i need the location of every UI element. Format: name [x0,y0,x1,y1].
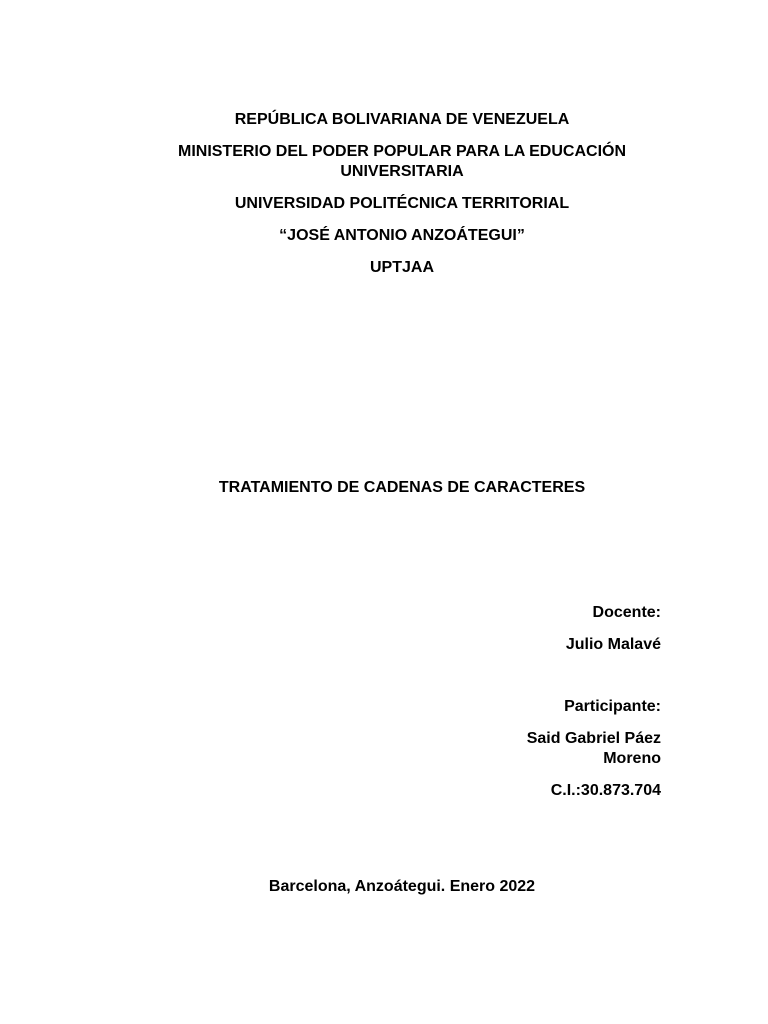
document-title: TRATAMIENTO DE CADENAS DE CARACTERES [218,479,586,496]
header-country: REPÚBLICA BOLIVARIANA DE VENEZUELA [234,111,570,128]
docente-name: Julio Malavé [565,636,661,653]
header-university-name: “JOSÉ ANTONIO ANZOÁTEGUI” [279,227,525,244]
header-university: UNIVERSIDAD POLITÉCNICA TERRITORIAL [234,195,570,212]
participante-id: C.I.:30.873.704 [550,782,661,799]
participante-name-line2: Moreno [603,750,661,767]
place-date: Barcelona, Anzoátegui. Enero 2022 [268,878,536,895]
participante-name-line1: Said Gabriel Páez [526,730,661,747]
header-acronym: UPTJAA [369,259,434,276]
docente-label: Docente: [592,604,661,621]
participante-label: Participante: [564,698,661,715]
header-ministry-cont: UNIVERSITARIA [340,163,464,180]
header-ministry: MINISTERIO DEL PODER POPULAR PARA LA EDUCACIÓN [177,143,627,160]
